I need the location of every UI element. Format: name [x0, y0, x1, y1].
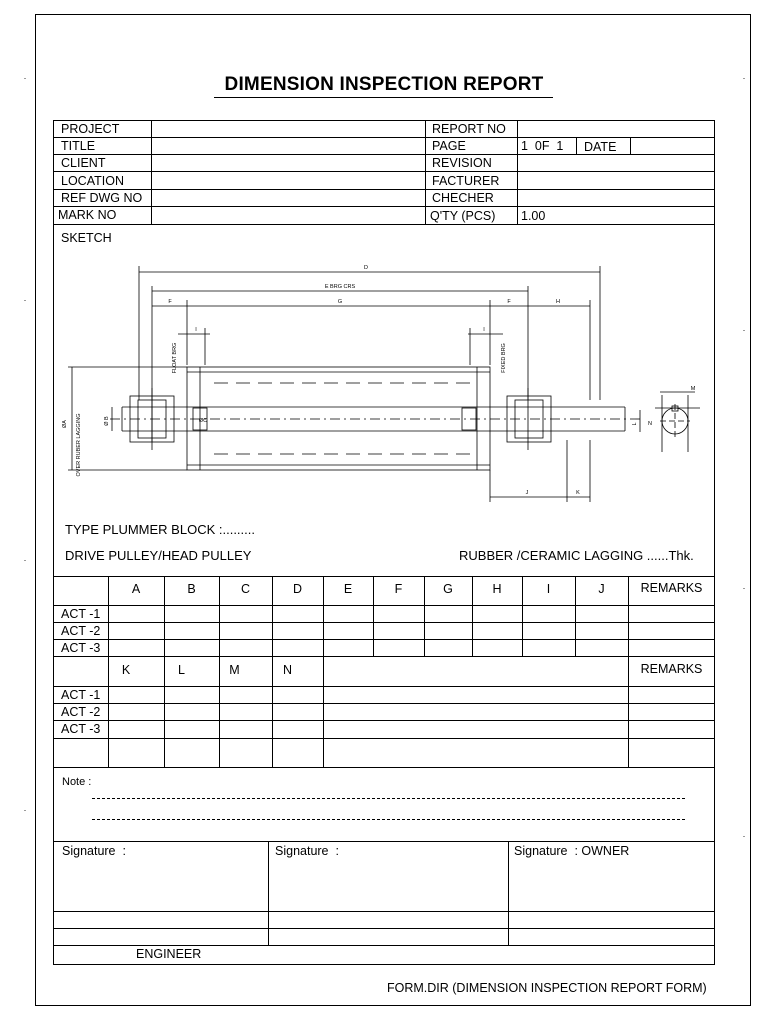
signature-2-label: Signature :	[275, 844, 339, 858]
dim-i-left: I	[195, 327, 197, 333]
label-project: PROJECT	[61, 122, 120, 136]
row-act-1: ACT -1	[61, 607, 101, 621]
dim-a: ØA	[62, 420, 68, 428]
edge-mark	[743, 836, 745, 837]
edge-mark	[24, 78, 26, 79]
dim-n: N	[648, 421, 652, 427]
note-line-2	[92, 819, 685, 820]
col-n: N	[282, 663, 293, 677]
dim-i-right: I	[483, 327, 485, 333]
col-i: I	[546, 582, 551, 596]
edge-mark	[24, 810, 26, 811]
col-d: D	[292, 582, 303, 596]
label-client: CLIENT	[61, 156, 106, 170]
drive-pulley-label: DRIVE PULLEY/HEAD PULLEY	[65, 548, 252, 563]
signature-3-label: Signature : OWNER	[514, 844, 630, 858]
label-location: LOCATION	[61, 174, 124, 188]
col-l: L	[178, 663, 185, 677]
dim-e: E BRG CRS	[324, 284, 356, 290]
label-checher: CHECHER	[432, 191, 494, 205]
footer-form-code: FORM.DIR (DIMENSION INSPECTION REPORT FORM)	[387, 981, 707, 995]
col-j: J	[598, 582, 605, 596]
dim-k: K	[576, 490, 580, 496]
label-revision: REVISION	[432, 156, 492, 170]
row2-act-2: ACT -2	[61, 705, 101, 719]
label-mark-no: MARK NO	[58, 208, 117, 222]
date-label: DATE	[584, 140, 617, 154]
edge-mark	[24, 560, 26, 561]
row2-act-1: ACT -1	[61, 688, 101, 702]
col-m: M	[229, 663, 240, 677]
edge-mark	[743, 330, 745, 331]
fixed-brg: FIXED BRG	[501, 343, 507, 373]
edge-mark	[743, 588, 745, 589]
dim-j: J	[525, 490, 529, 496]
note-label: Note :	[62, 776, 92, 788]
col-a: A	[131, 582, 141, 596]
col-f: F	[394, 582, 403, 596]
lagging-label: RUBBER /CERAMIC LAGGING ......Thk.	[459, 548, 694, 563]
label-title: TITLE	[61, 139, 96, 153]
dim-b: Ø B	[104, 416, 110, 426]
dim-g: G	[337, 299, 343, 305]
signature-1-label: Signature :	[62, 844, 126, 858]
col-remarks: REMARKS	[640, 581, 703, 595]
row2-act-3: ACT -3	[61, 722, 101, 736]
col-c: C	[240, 582, 251, 596]
dim-h: H	[556, 299, 560, 305]
sketch-label: SKETCH	[61, 231, 112, 245]
dim-l: L	[632, 422, 638, 426]
engineer-label: ENGINEER	[136, 947, 202, 961]
label-facturer: FACTURER	[432, 174, 500, 188]
col-e: E	[343, 582, 353, 596]
col-b: B	[187, 582, 196, 596]
edge-mark	[24, 300, 26, 301]
dim-f-left: F	[168, 299, 172, 305]
page-value: 1 0F 1	[521, 139, 564, 153]
float-brg: FLOAT BRG	[172, 342, 178, 374]
qty-value: 1.00	[521, 209, 546, 223]
dim-m: M	[690, 386, 696, 392]
col-g: G	[443, 582, 453, 596]
edge-mark	[743, 78, 745, 79]
label-report-no: REPORT NO	[432, 122, 506, 136]
dim-d: D	[364, 265, 368, 271]
type-plummer-block: TYPE PLUMMER BLOCK :.........	[65, 522, 255, 537]
label-ref-dwg-no: REF DWG NO	[61, 191, 143, 205]
label-qty: Q'TY (PCS)	[430, 209, 496, 223]
dim-a-note: OVER RUBER LAGGING	[76, 413, 82, 477]
row-act-2: ACT -2	[61, 624, 101, 638]
col-h: H	[492, 582, 502, 596]
col-k: K	[121, 663, 131, 677]
label-page: PAGE	[432, 139, 466, 153]
col-remarks-2: REMARKS	[640, 662, 703, 676]
report-title: DIMENSION INSPECTION REPORT	[224, 74, 544, 95]
dim-c: ØC	[198, 418, 208, 424]
dim-f-right: F	[507, 299, 511, 305]
note-line-1	[92, 798, 685, 799]
row-act-3: ACT -3	[61, 641, 101, 655]
